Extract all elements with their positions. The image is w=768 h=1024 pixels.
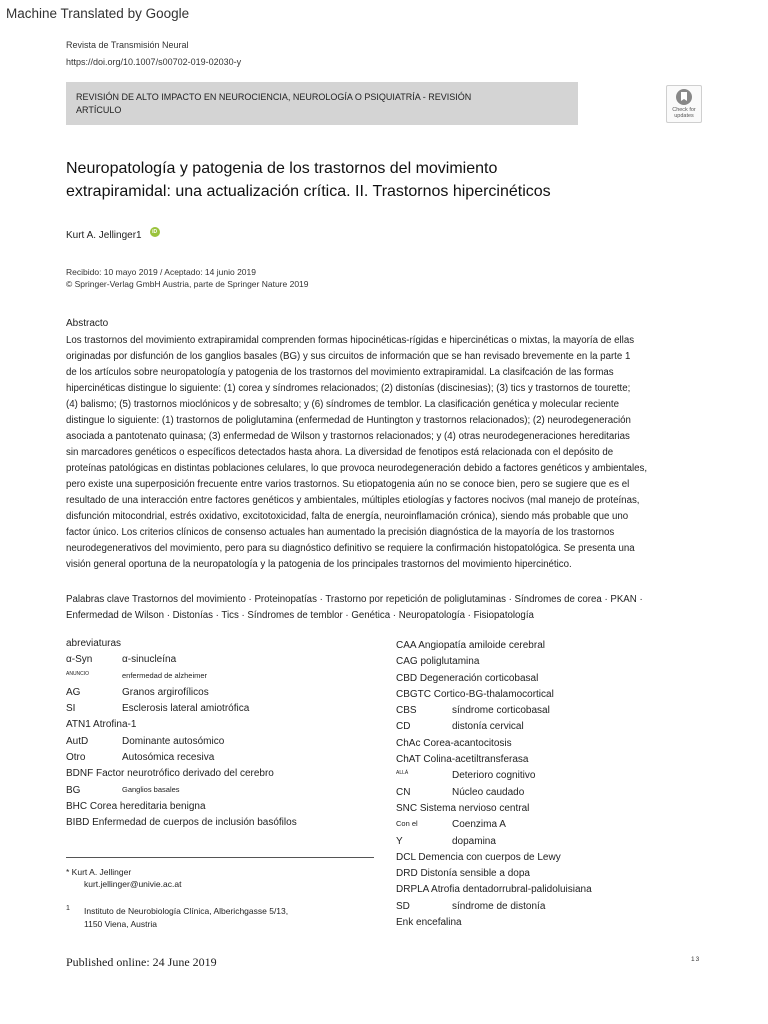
abbreviation-key: SNC Sistema nervioso central <box>396 802 530 814</box>
abbreviation-entry <box>66 785 366 801</box>
article-title <box>66 157 686 203</box>
abbreviation-key: CAA Angiopatía amiloide cerebral <box>396 640 545 651</box>
abstract-line: pero existe una superposición frecuente entre varios trastornos. Su etiopatogenia aún no se conoce bien, pero se sugiere que es el <box>66 479 630 490</box>
abbreviation-key: Enk encefalina <box>396 917 462 929</box>
abstract-line: (4) balismo; (5) trastornos mioclónicos y de sobresalto; y (6) síndromes de temblor. La clasificación genética y molecular reciente <box>66 399 619 410</box>
abbreviation-key: DCL Demencia con cuerpos de Lewy <box>396 851 561 863</box>
abbreviation-entry <box>396 738 716 754</box>
abstract-line: de los artículos sobre neuropatología y patogenia de los trastornos del movimiento extrapiramidal. La clasifcación de las formas <box>66 367 614 378</box>
check-updates-label: Check for updates <box>672 107 696 119</box>
abbreviation-key: ANUNCIO <box>66 670 90 677</box>
abbreviation-definition: Esclerosis lateral amiotrófica <box>122 703 250 715</box>
title-line: Neuropatología y patogenia de los trastornos del movimiento <box>66 160 498 177</box>
abstract-line: proteínas patológicas en distintas poblaciones celulares, lo que provoca neurodegeneración debido a factores genéticos y ambientales, <box>66 463 648 474</box>
abstract-line: neurodegenerativos del movimiento, pero para su diagnóstico definitivo se requiere la confirmación histopatológica. Se presenta una <box>66 543 635 554</box>
abbreviation-entry <box>66 654 366 670</box>
affiliation-number: 1 <box>66 905 70 912</box>
abbreviation-key: CN <box>396 786 411 798</box>
abstract-line: originadas por disfunción de los ganglios basales (BG) y sus circuitos de información que se han revisado brevemente en la parte 1 <box>66 351 631 362</box>
abbreviation-entry <box>396 673 716 689</box>
abbreviation-key: ATN1 Atrofina-1 <box>66 719 137 731</box>
abbreviation-key: DRPLA Atrofia dentadorrubral-palidoluisiana <box>396 884 592 896</box>
abbreviations-left-column <box>66 638 366 834</box>
abbreviation-definition: Granos argirofílicos <box>122 686 209 698</box>
abbreviation-entry <box>396 884 716 900</box>
author-line <box>66 230 160 241</box>
abbreviations-heading: abreviaturas <box>66 638 122 649</box>
abbreviation-entry <box>396 787 716 803</box>
keywords <box>66 592 716 624</box>
author-name: Kurt A. Jellinger1 <box>66 230 142 241</box>
machine-translated-banner: Machine Translated by Google <box>6 6 190 21</box>
abstract-line: distingue lo siguiente: (1) trastornos de poliglutamina (enfermedad de Huntington y trastornos relacionados); (2) neurodegeneración <box>66 415 631 426</box>
abstract-line: visión general oportuna de la neuropatología y la patogenia de los principales trastornos del movimiento hipercinético. <box>66 559 572 570</box>
abbreviation-entry <box>66 671 366 687</box>
abbreviation-key: BDNF Factor neurotrófico derivado del cerebro <box>66 768 274 780</box>
crossmark-icon <box>675 88 693 106</box>
abbreviation-entry <box>66 703 366 719</box>
author-email[interactable]: kurt.jellinger@univie.ac.at <box>84 879 182 889</box>
abbreviation-key: Con el <box>396 819 418 829</box>
affiliation: Instituto de Neurobiología Clínica, Alberichgasse 5/13, 1150 Viena, Austria <box>84 906 289 929</box>
abbreviation-definition: Coenzima A <box>452 819 506 831</box>
abstract-line: sin marcadores genéticos o específicos detectados hasta ahora. La diversidad de fenotipos está relacionada con el depósito de <box>66 447 614 458</box>
abstract-line: disfunción mitocondrial, estrés oxidativo, excitotoxicidad, falta de energía, neuroinflamación crónica), siendo más probable que uno <box>66 511 629 522</box>
abbreviation-entry <box>396 836 716 852</box>
abbreviation-key: CBS <box>396 705 417 717</box>
abstract-line: asociada a pantotenato quinasa; (3) enfermedad de Wilson y trastornos relacionados; y (4) otras neurodegeneraciones hereditarias <box>66 431 630 442</box>
abstract-line: resultado de una interacción entre factores genéticos y ambientales, múltiples etiologías y factores nocivos (mal manejo de proteínas, <box>66 495 640 506</box>
abbreviation-entry <box>396 640 716 656</box>
abbreviation-definition: dopamina <box>452 835 496 847</box>
abbreviation-entry <box>396 754 716 770</box>
abstract-line: Los trastornos del movimiento extrapiramidal comprenden formas hipocinéticas-rígidas e hipercinéticas o mixtas, la mayoría de ellas <box>66 335 635 346</box>
abbreviation-key: AutD <box>66 735 89 747</box>
journal-name: Revista de Transmisión Neural <box>66 40 189 50</box>
abbreviations-right-column <box>396 640 716 933</box>
article-category-bar <box>66 82 578 125</box>
abbreviation-entry <box>396 901 716 917</box>
page-marker: 13 <box>691 956 701 963</box>
abbreviation-entry <box>396 705 716 721</box>
abbreviation-key: ALLÁ <box>396 770 409 777</box>
abstract-body <box>66 333 716 573</box>
abbreviation-key: SD <box>396 900 410 912</box>
abbreviation-key: CAG poliglutamina <box>396 656 480 668</box>
abbreviation-key: CBD Degeneración corticobasal <box>396 672 539 684</box>
abbreviation-entry <box>396 917 716 933</box>
abbreviation-entry <box>66 687 366 703</box>
abbreviation-key: ChAc Corea-acantocitosis <box>396 737 512 749</box>
abbreviation-definition: α-sinucleína <box>122 654 177 666</box>
abbreviation-entry <box>66 719 366 735</box>
doi-link[interactable]: https://doi.org/10.1007/s00702-019-02030-y <box>66 57 242 67</box>
abbreviation-definition: síndrome de distonía <box>452 900 546 912</box>
keywords-line: Palabras clave Trastornos del movimiento · Proteinopatías · Trastorno por repetición de poliglutaminas · Síndromes de corea · PKAN · <box>66 594 643 605</box>
abbreviation-key: SI <box>66 703 76 715</box>
abbreviation-entry <box>66 801 366 817</box>
abbreviation-entry <box>396 689 716 705</box>
abbreviation-entry <box>396 852 716 868</box>
abbreviation-entry <box>396 656 716 672</box>
abbreviation-key: BHC Corea hereditaria benigna <box>66 800 206 812</box>
published-online-date: Published online: 24 June 2019 <box>66 955 217 969</box>
corresponding-author: * Kurt A. Jellinger <box>66 867 132 877</box>
abbreviation-definition: Ganglios basales <box>122 784 180 794</box>
abbreviation-definition: Dominante autosómico <box>122 735 225 747</box>
footnote-divider <box>66 857 374 858</box>
copyright-notice: © Springer-Verlag GmbH Austria, parte de Springer Nature 2019 <box>66 279 309 289</box>
received-accepted-dates: Recibido: 10 mayo 2019 / Aceptado: 14 junio 2019 <box>66 267 256 277</box>
abstract-line: hipercinéticas distingue lo siguiente: (1) corea y síndromes relacionados; (2) distonías (discinesias); (3) tics y trastornos de tourette; <box>66 383 631 394</box>
abbreviation-key: ChAT Colina-acetiltransferasa <box>396 754 529 766</box>
abbreviation-key: BG <box>66 784 81 796</box>
abbreviation-entry <box>66 768 366 784</box>
abbreviation-definition: Autosómica recesiva <box>122 752 215 764</box>
abbreviation-key: DRD Distonía sensible a dopa <box>396 868 530 880</box>
abbreviation-definition: Núcleo caudado <box>452 786 525 798</box>
category-line: REVISIÓN DE ALTO IMPACTO EN NEUROCIENCIA, NEUROLOGÍA O PSIQUIATRÍA - REVISIÓN <box>76 92 472 102</box>
abbreviation-entry <box>396 770 716 786</box>
abbreviation-entry <box>396 803 716 819</box>
abbreviation-definition: enfermedad de alzheimer <box>122 670 208 680</box>
abbreviation-key: CD <box>396 721 411 733</box>
keywords-line: Enfermedad de Wilson · Distonías · Tics · Síndromes de temblor · Genética · Neuropatología · Fisiopatología <box>66 610 534 621</box>
abbreviation-entry <box>66 736 366 752</box>
abbreviation-key: CBGTC Cortico-BG-thalamocortical <box>396 688 554 700</box>
abbreviation-definition: síndrome corticobasal <box>452 705 550 717</box>
abbreviation-key: Otro <box>66 752 86 764</box>
abstract-line: factor único. Los criterios clínicos de consenso actuales han aumentado la precisión diagnóstica de la mayoría de los trastornos <box>66 527 615 538</box>
abbreviation-key: AG <box>66 686 81 698</box>
orcid-icon[interactable]: iD <box>150 227 160 237</box>
abbreviation-entry <box>66 817 366 833</box>
abbreviation-key: Y <box>396 835 403 847</box>
abbreviation-definition: distonía cervical <box>452 721 524 733</box>
abbreviation-entry <box>66 752 366 768</box>
abbreviation-entry <box>396 868 716 884</box>
publication-dates <box>66 266 309 290</box>
abbreviation-key: α-Syn <box>66 654 93 666</box>
abbreviation-entry <box>396 819 716 835</box>
check-for-updates-badge[interactable] <box>666 85 702 123</box>
category-line: ARTÍCULO <box>76 105 122 115</box>
abbreviation-definition: Deterioro cognitivo <box>452 770 536 782</box>
title-line: extrapiramidal: una actualización crítica. II. Trastornos hipercinéticos <box>66 183 551 200</box>
abbreviation-key: BIBD Enfermedad de cuerpos de inclusión basófilos <box>66 817 297 829</box>
abbreviation-entry <box>396 721 716 737</box>
abstract-heading: Abstracto <box>66 318 109 329</box>
